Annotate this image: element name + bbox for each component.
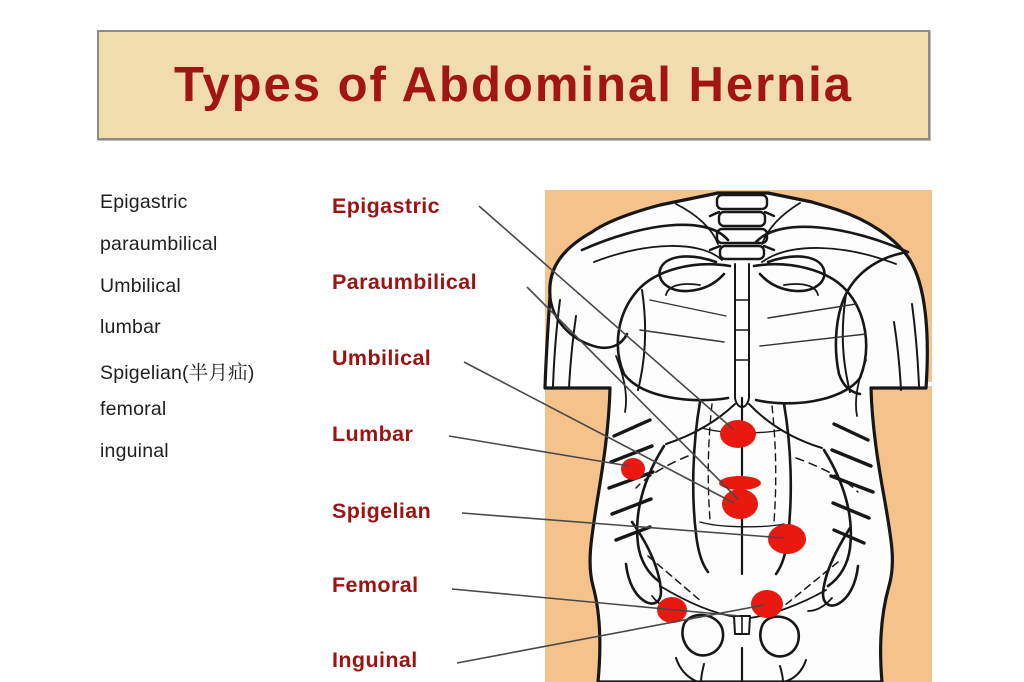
diagram-label-femoral: Femoral — [332, 573, 419, 597]
diagram-label-epigastric: Epigastric — [332, 194, 440, 218]
page-title: Types of Abdominal Hernia — [174, 58, 853, 112]
diagram-label-paraumbilical: Paraumbilical — [332, 270, 478, 294]
hernia-type-item: inguinal — [100, 440, 169, 462]
diagram-label-inguinal: Inguinal — [332, 648, 418, 672]
hernia-type-item: femoral — [100, 398, 167, 420]
hernia-type-item: paraumbilical — [100, 233, 218, 255]
hernia-dot-umbilical-ring — [719, 476, 761, 490]
hernia-type-item: Spigelian(半月疝) — [100, 362, 255, 384]
hernia-dot-inguinal — [751, 590, 783, 618]
hernia-dot-paraumbilical — [722, 489, 758, 519]
hernia-dot-spigelian — [768, 524, 806, 554]
diagram-label-spigelian: Spigelian — [332, 499, 432, 523]
hernia-dot-lumbar — [621, 458, 645, 480]
hernia-type-item: Epigastric — [100, 191, 188, 213]
hernia-type-item: Umbilical — [100, 275, 181, 297]
diagram-label-lumbar: Lumbar — [332, 422, 414, 446]
hernia-type-item: lumbar — [100, 316, 161, 338]
diagram-label-umbilical: Umbilical — [332, 346, 432, 370]
hernia-dot-epigastric — [720, 420, 756, 448]
